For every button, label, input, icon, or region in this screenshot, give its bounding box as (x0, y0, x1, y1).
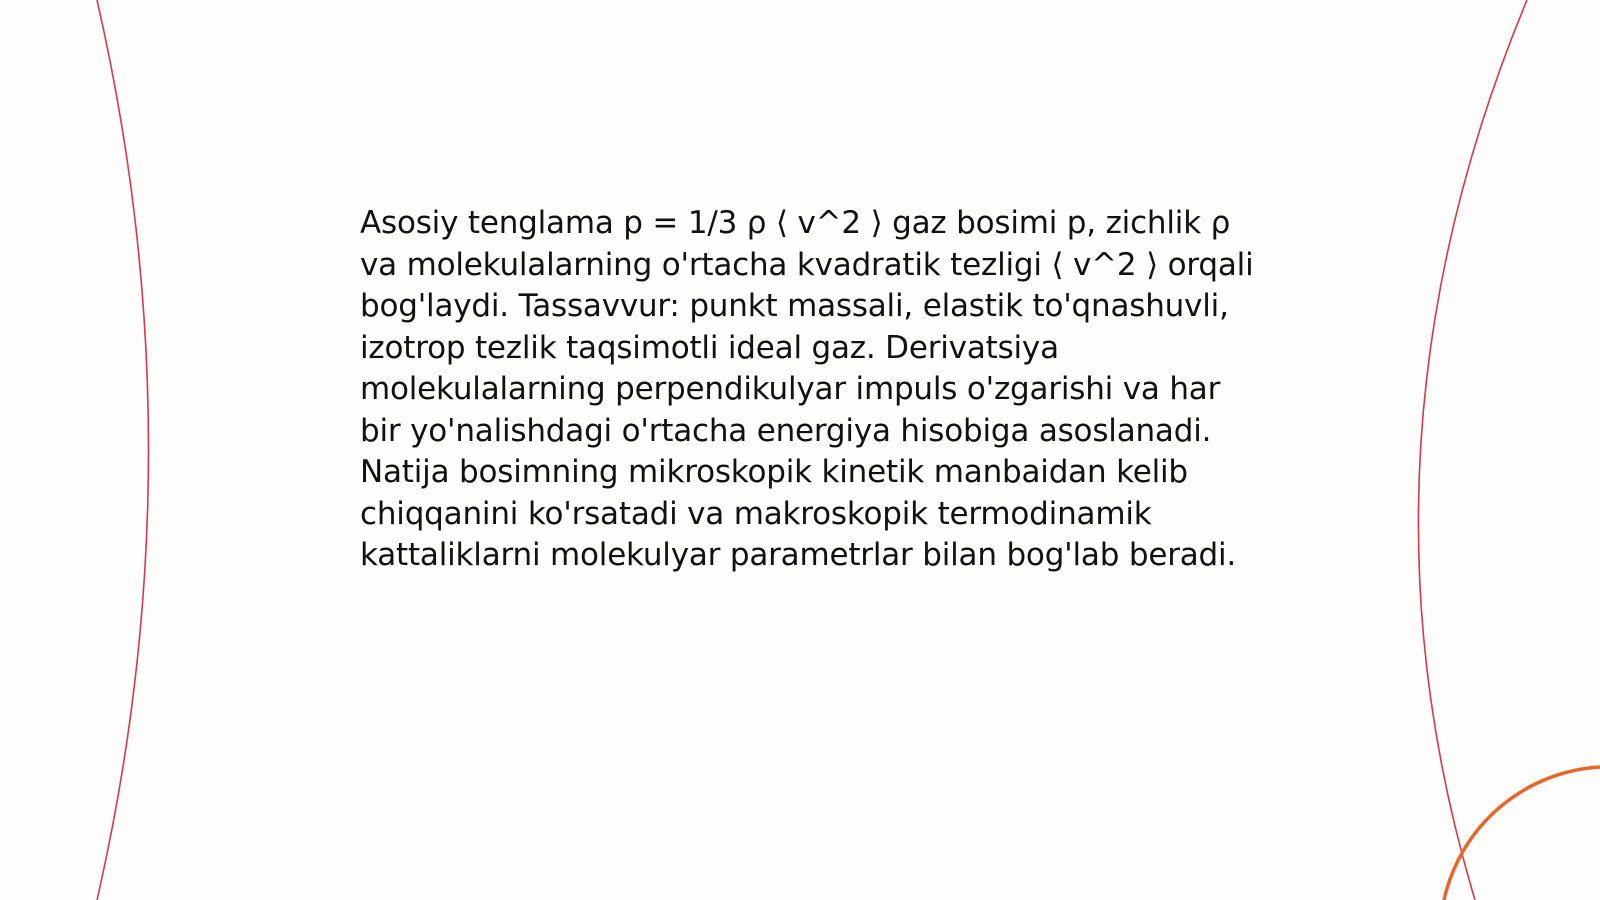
right-curve-line (1418, 0, 1527, 900)
left-curve-line (97, 0, 149, 900)
orange-arc (1444, 767, 1600, 900)
body-paragraph: Asosiy tenglama p = 1/3 ρ ⟨ v^2 ⟩ gaz bosimi p, zichlik ρ va molekulalarning o'rtacha kvadratik tezligi ⟨ v^2 ⟩ orqali bog'laydi. Tassavvur: punkt massali, elastik to'qnashuvli, izotrop tezlik taqsimotli ideal gaz. Derivatsiya molekulalarning perpendikulyar impuls o'zgarishi va har bir yo'nalishdagi o'rtacha energiya hisobiga asoslanadi. Natija bosimning mikroskopik kinetik manbaidan kelib chiqqanini ko'rsatadi va makroskopik termodinamik kattaliklarni molekulyar parametrlar bilan bog'lab beradi. (360, 205, 1254, 573)
content-text-box (360, 203, 1260, 577)
